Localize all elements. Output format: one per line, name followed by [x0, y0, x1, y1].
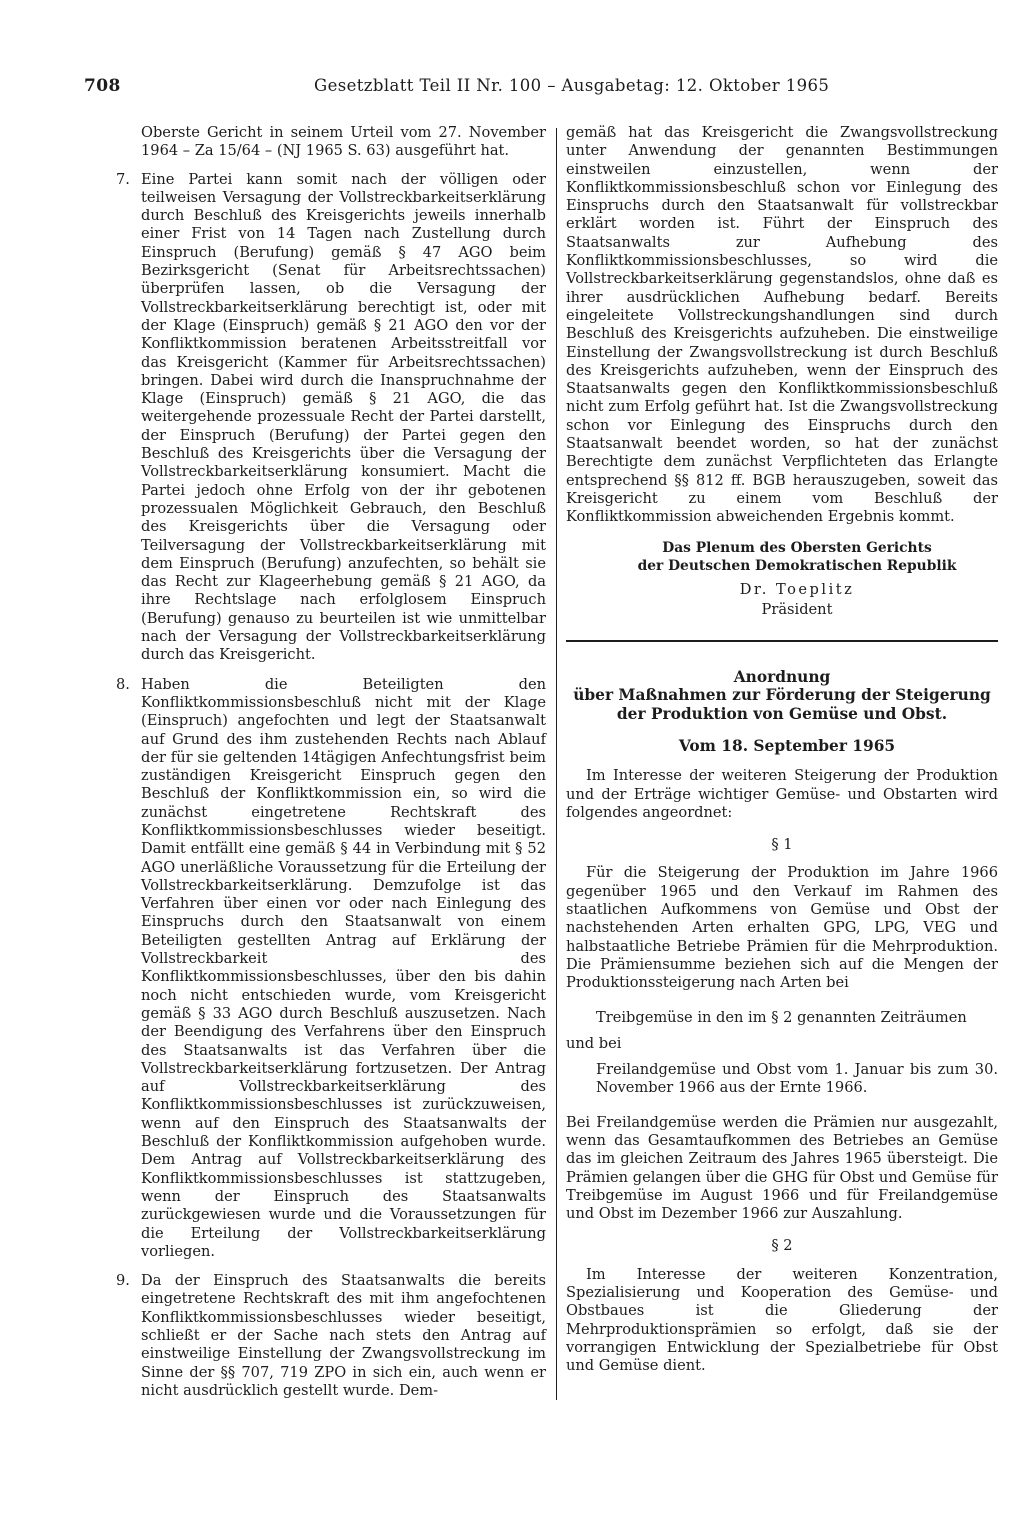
signature-republic: der Deutschen Demokratischen Republik [637, 557, 957, 574]
section-1-paragraph: Für die Steigerung der Produktion im Jahre 1966 gegenüber 1965 und den Verkauf im Rahmen des staatlichen Aufkommens von Gemüse und Obst der nachstehenden Arten erhalten GPG, LPG, VEG und halbstaatliche Betriebe Prämien für die Mehrproduktion. Die Prämiensumme beziehen sich auf die Mengen der Produktionssteigerung nach Arten bei [566, 864, 998, 992]
section-divider-rule [566, 640, 998, 642]
section-2-paragraph: Im Interesse der weiteren Konzentration, Spezialisierung und Kooperation des Gemüse- und Obstbaues ist die Gliederung der Mehrproduktionsprämien so erfolgt, daß sie der vorrangigen Entwicklung der Spezialbetriebe für Obst und Gemüse dient. [566, 1265, 998, 1375]
signature-institution: Das Plenum des Obersten Gerichts [662, 539, 932, 556]
paragraph-number: 8. [116, 675, 130, 693]
page-number: 708 [84, 76, 121, 96]
numbered-paragraph-7 [116, 171, 546, 665]
signature-block [566, 539, 998, 620]
section-1-item-treibgemuese: Treibgemüse in den im § 2 genannten Zeiträumen [596, 1008, 967, 1026]
paragraph-number: 7. [116, 170, 130, 188]
section-heading-2: § 2 [771, 1237, 793, 1255]
ordinance-preamble: Im Interesse der weiteren Steigerung der Produktion und der Erträge wichtiger Gemüse- und Obstarten wird folgendes angeordnet: [566, 767, 998, 821]
section-1-item-freilandgemuese: Freilandgemüse und Obst vom 1. Januar bis zum 30. November 1966 aus der Ernte 1966. [596, 1061, 998, 1097]
signature-name: Dr. Toeplitz [739, 581, 855, 599]
signature-role: Präsident [761, 601, 833, 619]
ordinance-title-line: über Maßnahmen zur Förderung der Steigerung [573, 686, 991, 705]
intro-continuation: Oberste Gericht in seinem Urteil vom 27. November 1964 – Za 15/64 – (NJ 1965 S. 63) ausgeführt hat. [141, 124, 546, 160]
section-1-paragraph-2: Bei Freilandgemüse werden die Prämien nur ausgezahlt, wenn das Gesamtaufkommen des Betriebes an Gemüse das im gleichen Zeitraum des Jahres 1965 übersteigt. Die Prämien gelangen über die GHG für Obst und Gemüse für Treibgemüse im August 1966 und für Freilandgemüse und Obst im Dezember 1966 zur Auszahlung. [566, 1113, 998, 1223]
continuation-paragraph: gemäß hat das Kreisgericht die Zwangsvollstreckung unter Anwendung der genannten Bestimmungen einstweilen einzustellen, wenn der Konfliktkommissionsbeschluß schon vor Einlegung des Einspruchs durch den Staatsanwalt für vollstreckbar erklärt worden ist. Führt der Einspruch des Staatsanwalts zur Aufhebung des Konfliktkommissionsbeschlusses, so wird die Vollstreckbarkeitserklärung gegenstandslos, ohne daß es ihrer ausdrücklichen Aufhebung bedarf. Bereits eingeleitete Vollstreckungshandlungen sind durch Beschluß des Kreisgerichts aufzuheben. Die einstweilige Einstellung der Zwangsvollstreckung ist durch Beschluß des Kreisgerichts aufzuheben, wenn der Einspruch des Staatsanwalts gegen den Konfliktkommissionsbeschluß nicht zum Erfolg geführt hat. Ist die Zwangsvollstreckung schon vor Einlegung des Einspruchs durch den Staatsanwalt beendet worden, so hat der zunächst Berechtigte dem zunächst Verpflichteten das Erlangte entsprechend §§ 812 ff. BGB herauszugeben, soweit das Kreisgericht zu einem vom Beschluß der Konfliktkommission abweichenden Ergebnis kommt. [566, 124, 998, 526]
right-column [566, 124, 998, 1376]
paragraph-text: Da der Einspruch des Staatsanwalts die bereits eingetretene Rechtskraft des mit ihm angefochtenen Konfliktkommissionsbeschlusses wieder beseitigt, schließt er der Sache nach stets den Antrag auf einstweilige Einstellung der Zwangsvollstreckung im Sinne der §§ 707, 719 ZPO in sich ein, auch wenn er nicht ausdrücklich gestellt wurde. Dem- [141, 1272, 546, 1399]
numbered-paragraph-8 [116, 676, 546, 1262]
section-heading-1: § 1 [771, 836, 793, 854]
gazette-header-title: Gesetzblatt Teil II Nr. 100 – Ausgabetag: 12. Oktober 1965 [314, 76, 830, 95]
section-1-connector: und bei [566, 1034, 622, 1052]
ordinance-title-line: Anordnung [733, 667, 831, 686]
paragraph-text: Haben die Beteiligten den Konfliktkommissionsbeschluß nicht mit der Klage (Einspruch) angefochten und legt der Staatsanwalt auf Grund des ihm zustehenden Rechts nach Ablauf der für sie geltenden 14tägigen Anfechtungsfrist beim zuständigen Kreisgericht Einspruch gegen den Beschluß der Konfliktkommission ein, so wird die zunächst eingetretene Rechtskraft des Konfliktkommissionsbeschlusses wieder beseitigt. Damit entfällt eine gemäß § 44 in Verbindung mit § 52 AGO unerläßliche Voraussetzung für die Erteilung der Vollstreckbarkeitserklärung. Demzufolge ist das Verfahren über einen vor oder nach Einlegung des Einspruchs durch den Staatsanwalt von einem Beteiligten gestellten Antrag auf Erklärung der Vollstreckbarkeit des Konfliktkommissionsbeschlusses, über den bis dahin noch nicht entschieden wurde, vom Kreisgericht gemäß § 33 AGO durch Beschluß auszusetzen. Nach der Beendigung des Verfahrens über den Einspruch des Staatsanwalts ist das Verfahren über die Vollstreckbarkeitserklärung fortzusetzen. Der Antrag auf Vollstreckbarkeitserklärung des Konfliktkommissionsbeschlusses ist zurückzuweisen, wenn auf den Einspruch des Staatsanwalts der Beschluß der Konfliktkommission aufgehoben wurde. Dem Antrag auf Vollstreckbarkeitserklärung des Konfliktkommissionsbeschlusses ist stattzugeben, wenn der Einspruch des Staatsanwalts zurückgewiesen wurde und die Voraussetzungen für die Erteilung der Vollstreckbarkeitserklärung vorliegen. [141, 675, 546, 1260]
paragraph-number: 9. [116, 1272, 130, 1290]
ordinance-title [566, 668, 998, 723]
paragraph-text: Eine Partei kann somit nach der völligen oder teilweisen Versagung der Vollstreckbarkeitserklärung durch Beschluß des Kreisgerichts jeweils innerhalb einer Frist von 14 Tagen nach Zustellung durch Einspruch (Berufung) gemäß § 47 AGO beim Bezirksgericht (Senat für Arbeitsrechtssachen) überprüfen lassen, ob die Versagung der Vollstreckbarkeitserklärung berechtigt ist, oder mit der Klage (Einspruch) gemäß § 21 AGO den vor der Konfliktkommission beratenen Arbeitsstreitfall vor das Kreisgericht (Kammer für Arbeitsrechtssachen) bringen. Dabei wird durch die Inanspruchnahme der Klage (Einspruch) gemäß § 21 AGO, die das weitergehende prozessuale Recht der Partei darstellt, der Einspruch (Berufung) der Partei gegen den Beschluß des Kreisgerichts über die Versagung der Vollstreckbarkeitserklärung konsumiert. Macht die Partei jedoch ohne Erfolg von der ihr gebotenen prozessualen Möglichkeit Gebrauch, den Beschluß des Kreisgerichts über die Versagung oder Teilversagung der Vollstreckbarkeitserklärung mit dem Einspruch (Berufung) anzufechten, so behält sie das Recht zur Klageerhebung gemäß § 21 AGO, da ihre Rechtslage nach erfolglosem Einspruch (Berufung) genauso zu beurteilen ist wie unmittelbar nach der Versagung der Vollstreckbarkeitserklärung durch das Kreisgericht. [141, 170, 546, 664]
numbered-paragraph-9 [116, 1272, 546, 1400]
ordinance-date: Vom 18. September 1965 [678, 736, 896, 755]
column-divider [556, 128, 557, 1400]
ordinance-title-line: der Produktion von Gemüse und Obst. [616, 704, 948, 723]
page-header [84, 76, 1000, 106]
left-column [116, 124, 546, 1411]
